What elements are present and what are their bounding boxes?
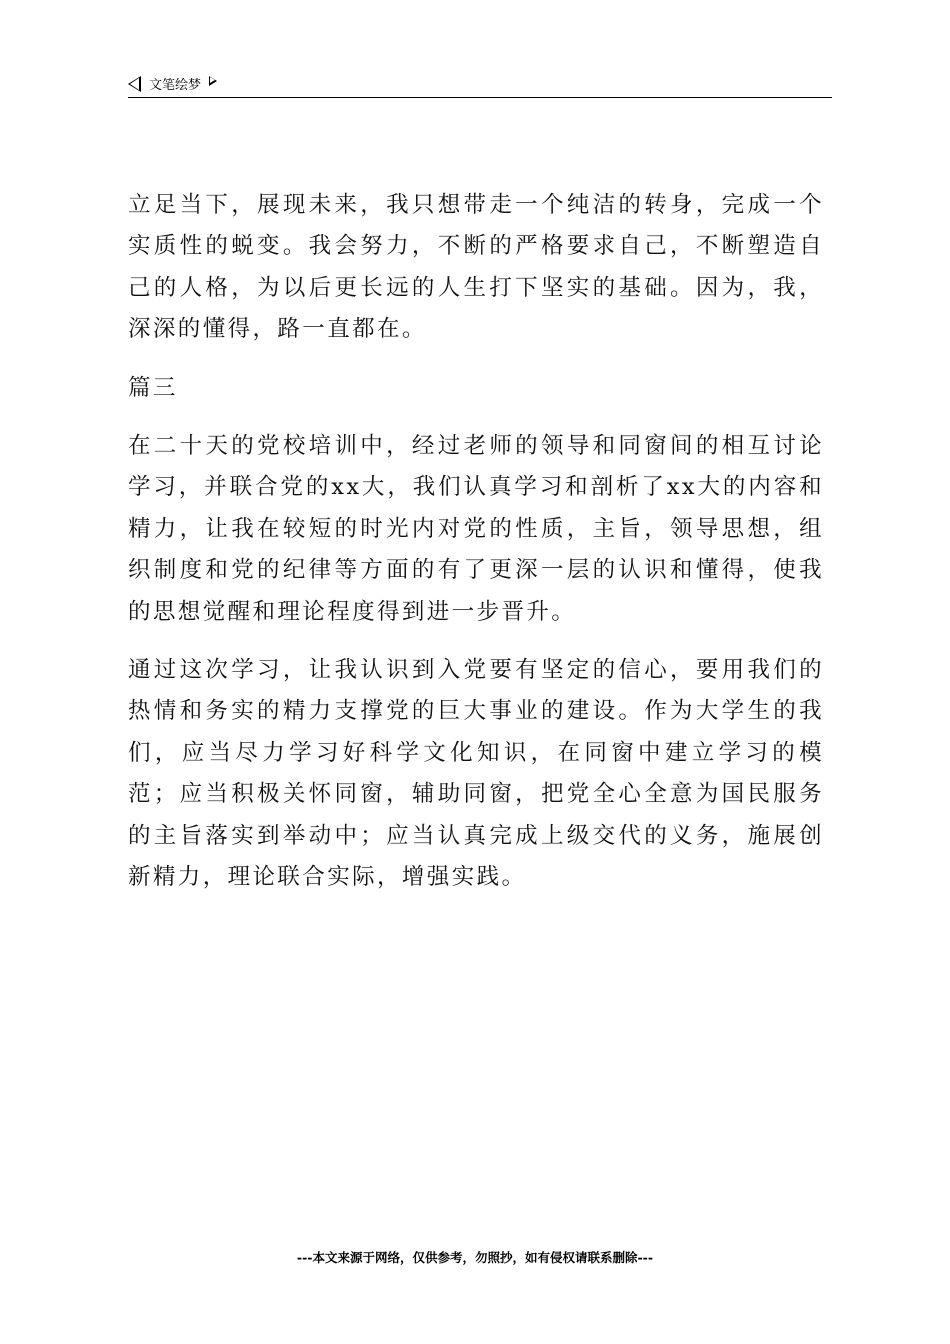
brand-text: 文笔绘梦 bbox=[149, 78, 202, 93]
document-body bbox=[128, 185, 824, 916]
paragraph-2: 在二十天的党校培训中，经过老师的领导和同窗间的相互讨论学习，并联合党的xx大，我们认真学习和剖析了xx大的内容和精力，让我在较短的时光内对党的性质，主旨，领导思想，组织制度和党的纪律等方面的有了更深一层的认识和懂得，使我的思想觉醒和理论程度得到进一步晋升。 bbox=[128, 433, 824, 625]
header-brand bbox=[128, 74, 217, 93]
triangle-right-icon bbox=[209, 76, 217, 86]
paragraph-3: 通过这次学习，让我认识到入党要有坚定的信心，要用我们的热情和务实的精力支撑党的巨大事业的建设。作为大学生的我们，应当尽力学习好科学文化知识，在同窗中建立学习的模范；应当积极关怀同窗，辅助同窗，把党全心全意为国民服务的主旨落实到举动中；应当认真完成上级交代的义务，施展创新精力，理论联合实际，增强实践。 bbox=[128, 657, 824, 891]
section-heading: 篇三 bbox=[128, 374, 178, 401]
footer-disclaimer: ---本文来源于网络，仅供参考，勿照抄，如有侵权请联系删除--- bbox=[296, 1250, 654, 1265]
triangle-left-icon bbox=[128, 76, 141, 92]
paragraph-1: 立足当下，展现未来，我只想带走一个纯洁的转身，完成一个实质性的蜕变。我会努力，不断的严格要求自己，不断塑造自己的人格，为以后更长远的人生打下坚实的基础。因为，我，深深的懂得，路一直都在。 bbox=[128, 192, 824, 343]
page-header bbox=[128, 72, 832, 98]
